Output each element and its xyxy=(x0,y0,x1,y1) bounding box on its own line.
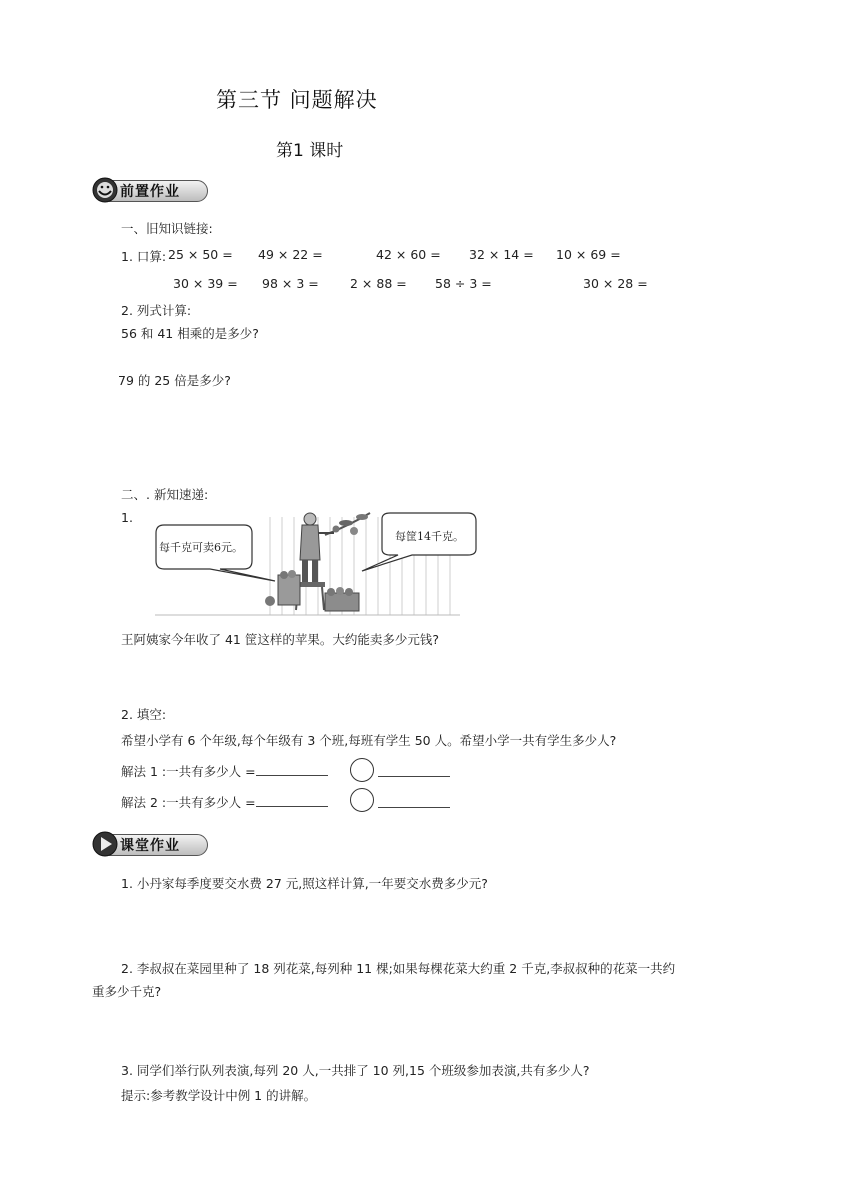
q2-label: 2. 列式计算: xyxy=(121,303,192,318)
calc-item: 2 × 88 = xyxy=(350,276,407,291)
lesson-subtitle: 第1 课时 xyxy=(276,141,344,161)
calc-item: 32 × 14 = xyxy=(469,247,534,262)
method2-line xyxy=(121,793,328,811)
method1-label: 解法 1 :一共有多少人 = xyxy=(121,764,256,779)
method2-blank-a[interactable] xyxy=(256,794,328,807)
apple-seller-illustration xyxy=(150,505,480,620)
smile-icon xyxy=(90,176,120,204)
page-title: 第三节 问题解决 xyxy=(216,88,378,112)
calc-item: 98 × 3 = xyxy=(262,276,319,291)
section-badge-pre xyxy=(90,176,210,202)
bubble-right-text: 每筐14千克。 xyxy=(395,530,464,543)
section-badge-class xyxy=(90,830,210,856)
cw-q1: 1. 小丹家每季度要交水费 27 元,照这样计算,一年要交水费多少元? xyxy=(121,876,488,891)
part2-heading: 二、. 新知速递: xyxy=(121,487,209,502)
method1-blank-a[interactable] xyxy=(256,763,328,776)
method1-line xyxy=(121,762,328,780)
method2-operator-circle[interactable] xyxy=(350,788,374,812)
method1-blank-b[interactable] xyxy=(378,764,450,777)
section-label-class: 课堂作业 xyxy=(120,838,180,854)
p2-q1-label: 1. xyxy=(121,510,133,525)
part1-heading: 一、旧知识链接: xyxy=(121,221,213,236)
q1-label: 1. 口算: xyxy=(121,249,167,264)
cw-q2-line2: 重多少千克? xyxy=(92,984,162,999)
section-label-pre: 前置作业 xyxy=(120,184,180,200)
play-icon xyxy=(90,830,120,858)
method2-label: 解法 2 :一共有多少人 = xyxy=(121,795,256,810)
q2-b: 79 的 25 倍是多少? xyxy=(118,373,231,388)
calc-item: 42 × 60 = xyxy=(376,247,441,262)
calc-item: 30 × 39 = xyxy=(173,276,238,291)
p2-q2-label: 2. 填空: xyxy=(121,707,167,722)
p2-q2-text: 希望小学有 6 个年级,每个年级有 3 个班,每班有学生 50 人。希望小学一共有学生多少人? xyxy=(121,733,617,748)
p2-q1-text: 王阿姨家今年收了 41 筐这样的苹果。大约能卖多少元钱? xyxy=(121,632,439,647)
method2-blank-b[interactable] xyxy=(378,795,450,808)
q2-a: 56 和 41 相乘的是多少? xyxy=(121,326,259,341)
calc-item: 58 ÷ 3 = xyxy=(435,276,492,291)
cw-q2-line1: 2. 李叔叔在菜园里种了 18 列花菜,每列种 11 棵;如果每棵花菜大约重 2 千克,李叔叔种的花菜一共约 xyxy=(121,961,676,976)
cw-q3: 3. 同学们举行队列表演,每列 20 人,一共排了 10 列,15 个班级参加表演,共有多少人? xyxy=(121,1063,590,1078)
bubble-left-text: 每千克可卖6元。 xyxy=(159,541,243,554)
calc-item: 25 × 50 = xyxy=(168,247,233,262)
method2-blank-b-wrap xyxy=(378,793,450,812)
calc-item: 30 × 28 = xyxy=(583,276,648,291)
method1-blank-b-wrap xyxy=(378,762,450,781)
cw-hint: 提示:参考教学设计中例 1 的讲解。 xyxy=(121,1088,317,1103)
method1-operator-circle[interactable] xyxy=(350,758,374,782)
calc-item: 49 × 22 = xyxy=(258,247,323,262)
calc-item: 10 × 69 = xyxy=(556,247,621,262)
